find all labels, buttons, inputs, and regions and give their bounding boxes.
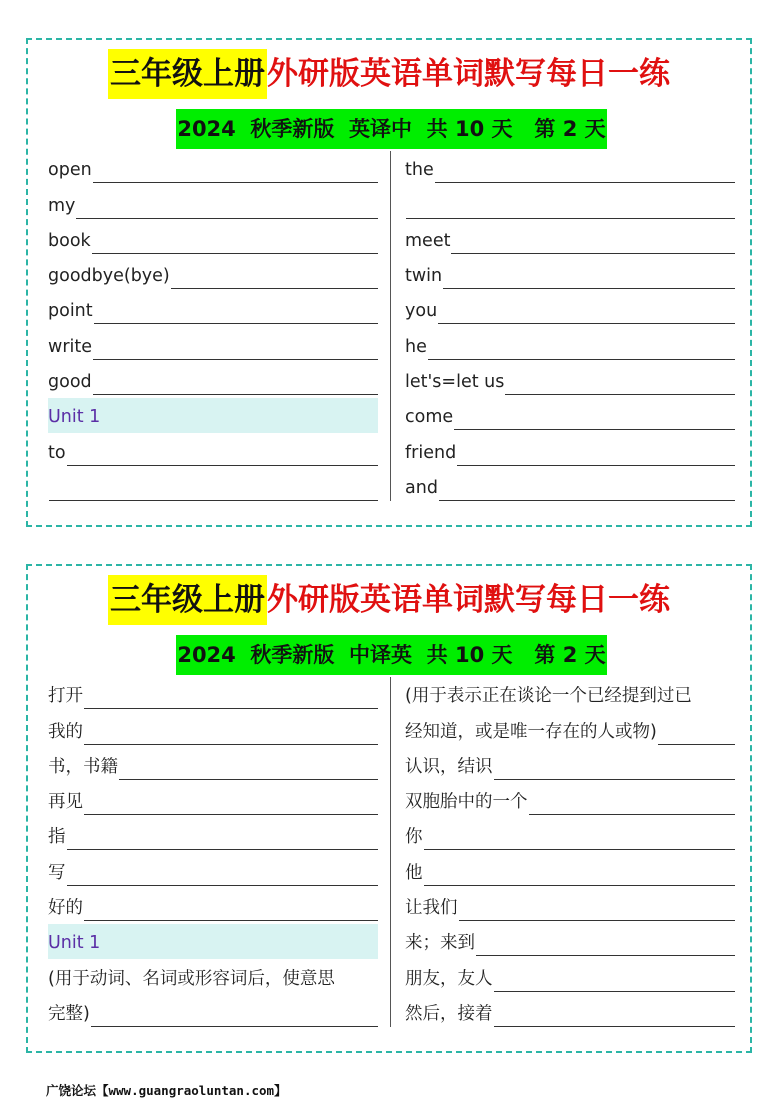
answer-blank-line[interactable] (93, 164, 378, 183)
unit-label: Unit 1 (48, 407, 101, 428)
right-word-column (405, 677, 735, 1030)
word-label: 你 (405, 827, 423, 848)
answer-blank-line[interactable] (49, 482, 378, 501)
word-label: friend (405, 442, 457, 463)
word-row (48, 433, 378, 468)
answer-blank-line[interactable] (84, 796, 378, 815)
word-label: and (405, 477, 438, 498)
answer-blank-line[interactable] (84, 726, 378, 745)
column-divider (390, 677, 391, 1027)
answer-blank-line[interactable] (119, 761, 378, 780)
word-row (48, 783, 378, 818)
word-label: 来；来到 (405, 933, 475, 954)
word-label: to (48, 442, 66, 463)
answer-blank-line[interactable] (435, 164, 735, 183)
answer-blank-line[interactable] (476, 937, 735, 956)
word-row (405, 327, 735, 362)
word-label: 指 (48, 827, 66, 848)
word-label: 再见 (48, 792, 83, 813)
word-label: 他 (405, 862, 423, 883)
left-word-column (48, 677, 378, 1030)
word-label: 让我们 (405, 898, 458, 919)
answer-blank-line[interactable] (84, 690, 378, 709)
answer-blank-line[interactable] (92, 235, 378, 254)
word-label: book (48, 230, 91, 251)
word-label: 写 (48, 862, 66, 883)
word-row (48, 363, 378, 398)
word-row (48, 151, 378, 186)
word-row (405, 677, 735, 712)
word-row (405, 257, 735, 292)
answer-blank-line[interactable] (529, 796, 736, 815)
word-label: meet (405, 230, 451, 251)
word-row (405, 433, 735, 468)
worksheet-subtitle: 2024 秋季新版 英译中 共 10 天 第 2 天 (176, 109, 607, 149)
word-label: you (405, 301, 438, 322)
worksheet-title (28, 49, 750, 99)
word-label: twin (405, 266, 443, 287)
left-word-column (48, 151, 378, 504)
word-label: the (405, 160, 434, 181)
answer-blank-line[interactable] (428, 341, 735, 360)
word-label: point (48, 301, 93, 322)
word-row (405, 924, 735, 959)
word-row (48, 853, 378, 888)
answer-blank-line[interactable] (171, 270, 378, 289)
word-row (48, 292, 378, 327)
answer-blank-line[interactable] (494, 1008, 736, 1027)
right-word-column (405, 151, 735, 504)
answer-blank-line[interactable] (658, 726, 735, 745)
title-rest: 外研版英语单词默写每日一练 (267, 582, 670, 618)
word-row (405, 818, 735, 853)
word-label: open (48, 160, 92, 181)
footer-source: 广饶论坛【www.guangraoluntan.com】 (46, 1083, 287, 1098)
word-label: 朋友，友人 (405, 968, 493, 989)
answer-blank-line[interactable] (494, 761, 736, 780)
word-row (405, 783, 735, 818)
answer-blank-line[interactable] (76, 200, 378, 219)
answer-blank-line[interactable] (454, 411, 735, 430)
answer-blank-line[interactable] (443, 270, 735, 289)
word-label: 好的 (48, 898, 83, 919)
word-row (405, 222, 735, 257)
word-row (48, 327, 378, 362)
word-row (48, 889, 378, 924)
answer-blank-line[interactable] (94, 305, 378, 324)
answer-blank-line[interactable] (424, 831, 736, 850)
word-row (405, 889, 735, 924)
answer-blank-line[interactable] (457, 447, 735, 466)
word-label: 双胞胎中的一个 (405, 792, 528, 813)
word-row (48, 222, 378, 257)
word-row (405, 469, 735, 504)
answer-blank-line[interactable] (67, 447, 378, 466)
word-label: 然后，接着 (405, 1003, 493, 1024)
word-label: 书，书籍 (48, 756, 118, 777)
word-row (48, 748, 378, 783)
word-label: 经知道，或是唯一存在的人或物) (405, 721, 657, 742)
word-row (405, 959, 735, 994)
column-divider (390, 151, 391, 501)
word-row (48, 677, 378, 712)
word-label: 认识，结识 (405, 756, 493, 777)
answer-blank-line[interactable] (459, 902, 736, 921)
word-label: let's=let us (405, 372, 505, 393)
word-label: good (48, 372, 92, 393)
word-row (405, 995, 735, 1030)
word-row (405, 853, 735, 888)
word-label: write (48, 336, 92, 357)
answer-blank-line[interactable] (424, 867, 736, 886)
answer-blank-line[interactable] (93, 376, 378, 395)
worksheet-title (28, 575, 750, 625)
answer-blank-line[interactable] (494, 973, 736, 992)
answer-blank-line[interactable] (438, 305, 735, 324)
worksheet-card-english-to-chinese (26, 38, 752, 527)
answer-blank-line[interactable] (451, 235, 735, 254)
title-highlight: 三年级上册 (108, 575, 267, 625)
word-row (405, 748, 735, 783)
word-row (405, 398, 735, 433)
answer-blank-line[interactable] (505, 376, 735, 395)
worksheet-subtitle: 2024 秋季新版 中译英 共 10 天 第 2 天 (176, 635, 607, 675)
word-row (48, 712, 378, 747)
title-highlight: 三年级上册 (108, 49, 267, 99)
unit-heading (48, 924, 378, 959)
answer-blank-line[interactable] (67, 867, 379, 886)
word-row (405, 712, 735, 747)
unit-label: Unit 1 (48, 933, 101, 954)
word-row (48, 469, 378, 504)
word-row (48, 186, 378, 221)
word-row (405, 363, 735, 398)
word-label: goodbye(bye) (48, 266, 170, 287)
word-label: 我的 (48, 721, 83, 742)
word-label: 完整) (48, 1003, 90, 1024)
word-label: he (405, 336, 427, 357)
answer-blank-line[interactable] (93, 341, 378, 360)
word-row (48, 959, 378, 994)
word-row (48, 818, 378, 853)
word-row (405, 292, 735, 327)
unit-heading (48, 398, 378, 433)
answer-blank-line[interactable] (91, 1008, 378, 1027)
title-rest: 外研版英语单词默写每日一练 (267, 56, 670, 92)
word-row (48, 995, 378, 1030)
word-row (405, 186, 735, 221)
answer-blank-line[interactable] (84, 902, 378, 921)
answer-blank-line[interactable] (406, 200, 735, 219)
word-row (48, 257, 378, 292)
word-label: come (405, 407, 454, 428)
answer-blank-line[interactable] (67, 831, 379, 850)
word-label: (用于动词、名词或形容词后，使意思 (48, 968, 335, 989)
answer-blank-line[interactable] (439, 482, 735, 501)
word-row (405, 151, 735, 186)
word-label: (用于表示正在谈论一个已经提到过已 (405, 686, 692, 707)
worksheet-card-chinese-to-english (26, 564, 752, 1053)
word-label: 打开 (48, 686, 83, 707)
word-label: my (48, 195, 76, 216)
